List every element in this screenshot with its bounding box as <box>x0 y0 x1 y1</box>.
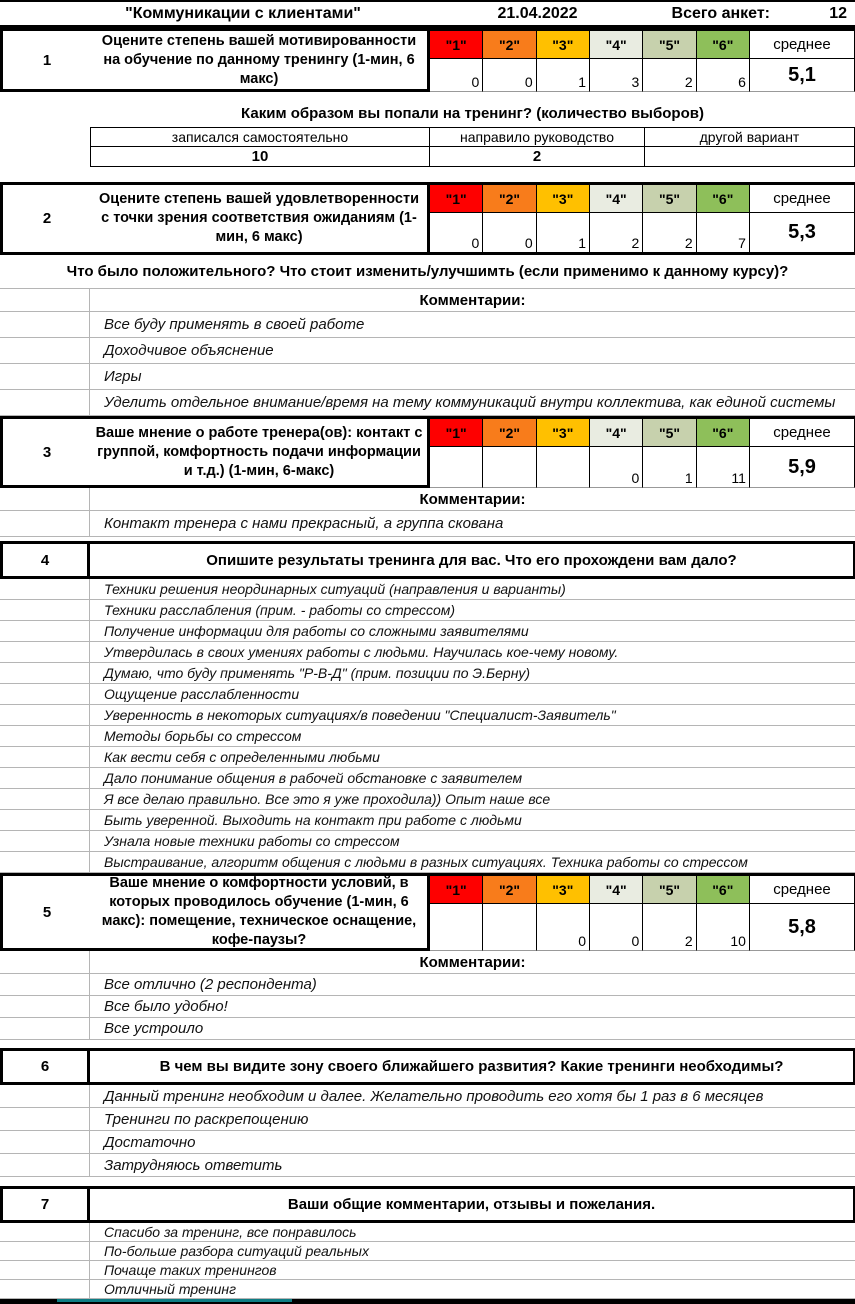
bottom-border-bar <box>0 1299 855 1304</box>
how-options-values-row <box>0 147 855 167</box>
total-surveys-label: Всего анкет: <box>671 4 770 22</box>
comment-row <box>0 974 855 996</box>
empty-cell <box>0 511 90 536</box>
empty-cell <box>0 831 90 851</box>
spacer-row <box>0 92 855 100</box>
comment-row <box>0 1085 855 1108</box>
comment-row <box>0 831 855 852</box>
spacer-row <box>0 167 855 182</box>
rating-scale-header <box>430 876 750 904</box>
rating-scale-header <box>430 185 750 213</box>
count-cell: 6 <box>697 59 750 92</box>
comment-text: Техники расслабления (прим. - работы со стрессом) <box>104 602 455 618</box>
comment-text: Дало понимание общения в рабочей обстановке с заявителем <box>104 770 523 786</box>
comment-text: Игры <box>104 368 142 385</box>
empty-cell <box>0 705 90 725</box>
comment-row <box>0 1261 855 1280</box>
question-4-title: Опишите результаты тренинга для вас. Что его прохождени вам дало? <box>206 551 737 569</box>
empty-cell <box>0 726 90 746</box>
count-cell: 1 <box>537 59 590 92</box>
question-1-text: Оцените степень вашей мотивированности на обучение по данному тренингу (1-мин, 6 макс) <box>101 32 417 87</box>
comment-text: Уверенность в некоторых ситуациях/в поведении "Специалист-Заявитель" <box>104 707 616 723</box>
question-2-rating-table <box>430 185 750 252</box>
count-cell: 0 <box>537 904 590 951</box>
empty-cell <box>0 1154 90 1176</box>
option-other-value <box>645 147 855 167</box>
comment-text: Получение информации для работы со сложными заявителями <box>104 623 529 639</box>
comment-row <box>0 364 855 390</box>
count-cell: 2 <box>643 904 696 951</box>
empty-cell <box>0 974 90 995</box>
question-5-number: 5 <box>42 903 52 921</box>
scale-cell-1: "1" <box>430 185 483 213</box>
how-title: Каким образом вы попали на тренинг? (количество выборов) <box>241 105 704 122</box>
question-2-average-value: 5,3 <box>750 213 855 252</box>
comment-text: По-больше разбора ситуаций реальных <box>104 1243 369 1259</box>
empty-cell <box>0 951 90 973</box>
average-header: среднее <box>750 185 855 213</box>
comment-row <box>0 1108 855 1131</box>
scale-cell-5: "5" <box>643 419 696 447</box>
empty-cell <box>0 663 90 683</box>
comment-row <box>0 1131 855 1154</box>
average-header: среднее <box>750 31 855 59</box>
scale-cell-4: "4" <box>590 31 643 59</box>
rating-counts-row <box>430 213 750 252</box>
scale-cell-5: "5" <box>643 185 696 213</box>
question-7-number: 7 <box>3 1189 90 1220</box>
comment-row <box>0 511 855 537</box>
question-6-title: В чем вы видите зону своего ближайшего развития? Какие тренинги необходимы? <box>159 1058 784 1075</box>
count-cell <box>483 447 536 488</box>
scale-cell-6: "6" <box>697 419 750 447</box>
count-cell <box>537 447 590 488</box>
comment-row <box>0 600 855 621</box>
comments-label: Комментарии: <box>419 490 526 508</box>
how-options-header-row <box>0 127 855 147</box>
spacer-row <box>0 1177 855 1186</box>
option-management-value <box>430 147 645 167</box>
comment-row <box>0 579 855 600</box>
count-cell: 0 <box>590 904 643 951</box>
report-title: "Коммуникации с клиентами" <box>125 4 361 22</box>
empty-cell <box>0 579 90 599</box>
question-6-box <box>0 1048 855 1085</box>
scale-cell-1: "1" <box>430 31 483 59</box>
comment-text: Тренинги по раскрепощению <box>104 1110 309 1128</box>
comment-row <box>0 621 855 642</box>
comment-row <box>0 789 855 810</box>
empty-cell <box>0 1085 90 1107</box>
empty-cell <box>0 1018 90 1039</box>
rating-scale-header <box>430 31 750 59</box>
option-management-label <box>430 127 645 147</box>
comment-text: Все было удобно! <box>104 998 228 1015</box>
empty-cell <box>0 338 90 363</box>
question-2-text: Оцените степень вашей удовлетворенности с точки зрения соответствия ожиданиям (1-мин, 6 макс) <box>99 191 419 245</box>
empty-cell <box>0 488 90 510</box>
comment-text: Выстраивание, алгоритм общения с людьми в разных ситуациях. Техника работы со стрессом <box>104 854 748 870</box>
comment-text: Узнала новые техники работы со стрессом <box>104 833 400 849</box>
comment-text: Техники решения неординарных ситуаций (направления и варианты) <box>104 581 566 597</box>
count-cell: 2 <box>643 59 696 92</box>
count-cell: 0 <box>430 59 483 92</box>
count-cell: 1 <box>643 447 696 488</box>
option-value: 10 <box>251 148 269 165</box>
comment-row <box>0 705 855 726</box>
option-other-label <box>645 127 855 147</box>
scale-cell-1: "1" <box>430 876 483 904</box>
comment-text: Контакт тренера с нами прекрасный, а группа скована <box>104 515 504 532</box>
option-value: 2 <box>532 148 542 165</box>
empty-cell <box>0 127 90 147</box>
option-label: записался самостоятельно <box>171 129 349 145</box>
question-1-average-value: 5,1 <box>750 59 855 92</box>
question-1-average-column <box>750 31 855 92</box>
empty-cell <box>0 684 90 704</box>
comments-label: Комментарии: <box>419 953 526 971</box>
empty-cell <box>0 390 90 415</box>
comment-row <box>0 768 855 789</box>
empty-cell <box>0 1261 90 1279</box>
scale-cell-6: "6" <box>697 31 750 59</box>
count-cell: 1 <box>537 213 590 252</box>
scale-cell-3: "3" <box>537 419 590 447</box>
comment-text: Все отлично (2 респондента) <box>104 976 317 993</box>
comment-text: Доходчивое объяснение <box>104 342 274 359</box>
empty-cell <box>0 1242 90 1260</box>
question-1-number: 1 <box>42 51 52 69</box>
comment-row <box>0 852 855 873</box>
total-surveys-value: 12 <box>829 4 847 22</box>
bottom-window-edge <box>57 1299 292 1302</box>
question-5-rating-table <box>430 876 750 951</box>
option-label: другой вариант <box>699 129 800 145</box>
question-7-box <box>0 1186 855 1223</box>
empty-cell <box>0 810 90 830</box>
comment-text: Все устроило <box>104 1020 204 1037</box>
question-1-rating-table <box>430 31 750 92</box>
question-3-number: 3 <box>42 443 52 461</box>
empty-cell <box>0 789 90 809</box>
count-cell <box>430 904 483 951</box>
option-self-enrolled-label <box>90 127 430 147</box>
comment-row <box>0 338 855 364</box>
average-header: среднее <box>750 419 855 447</box>
count-cell: 0 <box>430 213 483 252</box>
question-3-block <box>0 416 855 488</box>
comments-label-row <box>0 488 855 511</box>
report-date: 21.04.2022 <box>497 4 578 22</box>
question-7-title: Ваши общие комментарии, отзывы и пожелания. <box>287 1196 656 1213</box>
count-cell: 7 <box>697 213 750 252</box>
question-5-average-value: 5,8 <box>750 904 855 951</box>
question-2-block <box>0 182 855 252</box>
scale-cell-5: "5" <box>643 31 696 59</box>
comments-label-row <box>0 289 855 312</box>
comment-text: Отличный тренинг <box>104 1281 237 1297</box>
empty-cell <box>0 289 90 311</box>
comment-text: Ощущение расслабленности <box>104 686 300 702</box>
comment-row <box>0 1018 855 1040</box>
empty-cell <box>0 852 90 872</box>
count-cell: 10 <box>697 904 750 951</box>
count-cell: 0 <box>483 213 536 252</box>
scale-cell-6: "6" <box>697 876 750 904</box>
rating-counts-row <box>430 904 750 951</box>
scale-cell-4: "4" <box>590 876 643 904</box>
comments-label: Комментарии: <box>419 291 526 309</box>
comment-text: Как вести себя с определенными любьми <box>104 749 380 765</box>
empty-cell <box>0 1280 90 1298</box>
spacer-row <box>0 1040 855 1048</box>
scale-cell-6: "6" <box>697 185 750 213</box>
count-cell <box>483 904 536 951</box>
count-cell: 2 <box>643 213 696 252</box>
question-3-rating-table <box>430 419 750 488</box>
empty-cell <box>0 147 90 167</box>
empty-cell <box>0 1108 90 1130</box>
question-5-average-column <box>750 876 855 951</box>
scale-cell-3: "3" <box>537 185 590 213</box>
scale-cell-3: "3" <box>537 31 590 59</box>
question-5-box <box>0 876 430 951</box>
question-3-average-column <box>750 419 855 488</box>
comment-row <box>0 1242 855 1261</box>
empty-cell <box>0 996 90 1017</box>
comment-text: Уделить отдельное внимание/время на тему коммуникаций внутри коллектива, как единой системы <box>104 394 836 411</box>
question-2-box <box>0 185 430 252</box>
question-4-number: 4 <box>3 544 90 576</box>
comments-label-row <box>0 951 855 974</box>
comment-text: Методы борьбы со стрессом <box>104 728 302 744</box>
comment-text: Затрудняюсь ответить <box>104 1156 283 1174</box>
comment-row <box>0 642 855 663</box>
scale-cell-4: "4" <box>590 185 643 213</box>
question-5-text: Ваше мнение о комфортности условий, в которых проводилось обучение (1-мин, 6 макс): помещение, техническое оснащение, кофе-паузы? <box>101 875 417 948</box>
comment-row <box>0 1280 855 1299</box>
count-cell: 0 <box>590 447 643 488</box>
comment-row <box>0 996 855 1018</box>
comment-row <box>0 1223 855 1242</box>
option-self-enrolled-value <box>90 147 430 167</box>
comment-text: Я все делаю правильно. Все это я уже проходила)) Опыт наше все <box>104 791 551 807</box>
comment-text: Думаю, что буду применять "Р-В-Д" (прим. позиции по Э.Берну) <box>104 665 531 681</box>
comment-text: Данный тренинг необходим и далее. Желательно проводить его хотя бы 1 раз в 6 месяцев <box>104 1087 764 1105</box>
comment-text: Почаще таких тренингов <box>104 1262 277 1278</box>
count-cell: 3 <box>590 59 643 92</box>
question-1-block <box>0 28 855 92</box>
count-cell: 0 <box>483 59 536 92</box>
comment-row <box>0 312 855 338</box>
count-cell: 11 <box>697 447 750 488</box>
empty-cell <box>0 768 90 788</box>
comment-row <box>0 684 855 705</box>
option-label: направило руководство <box>459 129 615 145</box>
comment-row <box>0 390 855 416</box>
empty-cell <box>0 1223 90 1241</box>
question-2-number: 2 <box>42 210 52 227</box>
scale-cell-2: "2" <box>483 185 536 213</box>
empty-cell <box>0 747 90 767</box>
comment-text: Утвердилась в своих умениях работы с людьми. Научилась кое-чему новому. <box>104 644 619 660</box>
comment-text: Достаточно <box>104 1133 196 1151</box>
scale-cell-4: "4" <box>590 419 643 447</box>
comment-row <box>0 726 855 747</box>
comment-row <box>0 663 855 684</box>
empty-cell <box>0 364 90 389</box>
question-3-text: Ваше мнение о работе тренера(ов): контакт с группой, комфортность подачи информации и т.д.) (1-мин, 6-макс) <box>95 424 423 479</box>
rating-scale-header <box>430 419 750 447</box>
question-5-block <box>0 873 855 951</box>
scale-cell-1: "1" <box>430 419 483 447</box>
scale-cell-2: "2" <box>483 31 536 59</box>
count-cell <box>430 447 483 488</box>
question-1-box <box>0 31 430 92</box>
comment-row <box>0 747 855 768</box>
comment-text: Все буду применять в своей работе <box>104 316 365 333</box>
rating-counts-row <box>430 447 750 488</box>
comment-row <box>0 1154 855 1177</box>
how-title-row <box>0 100 855 127</box>
question-2-subtitle: Что было положительного? Что стоит изменить/улучшимть (если применимо к данному курсу)? <box>0 252 855 289</box>
empty-cell <box>0 1131 90 1153</box>
question-2-average-column <box>750 185 855 252</box>
rating-counts-row <box>430 59 750 92</box>
scale-cell-2: "2" <box>483 876 536 904</box>
scale-cell-2: "2" <box>483 419 536 447</box>
empty-cell <box>0 600 90 620</box>
scale-cell-5: "5" <box>643 876 696 904</box>
question-3-average-value: 5,9 <box>750 447 855 488</box>
scale-cell-3: "3" <box>537 876 590 904</box>
report-header-row <box>0 0 855 28</box>
comment-text: Спасибо за тренинг, все понравилось <box>104 1224 357 1240</box>
comment-text: Быть уверенной. Выходить на контакт при работе с людьми <box>104 812 522 828</box>
empty-cell <box>0 312 90 337</box>
count-cell: 2 <box>590 213 643 252</box>
question-6-number: 6 <box>3 1051 90 1082</box>
empty-cell <box>0 642 90 662</box>
comment-row <box>0 810 855 831</box>
empty-cell <box>0 621 90 641</box>
question-3-box <box>0 419 430 488</box>
question-4-box <box>0 541 855 579</box>
average-header: среднее <box>750 876 855 904</box>
